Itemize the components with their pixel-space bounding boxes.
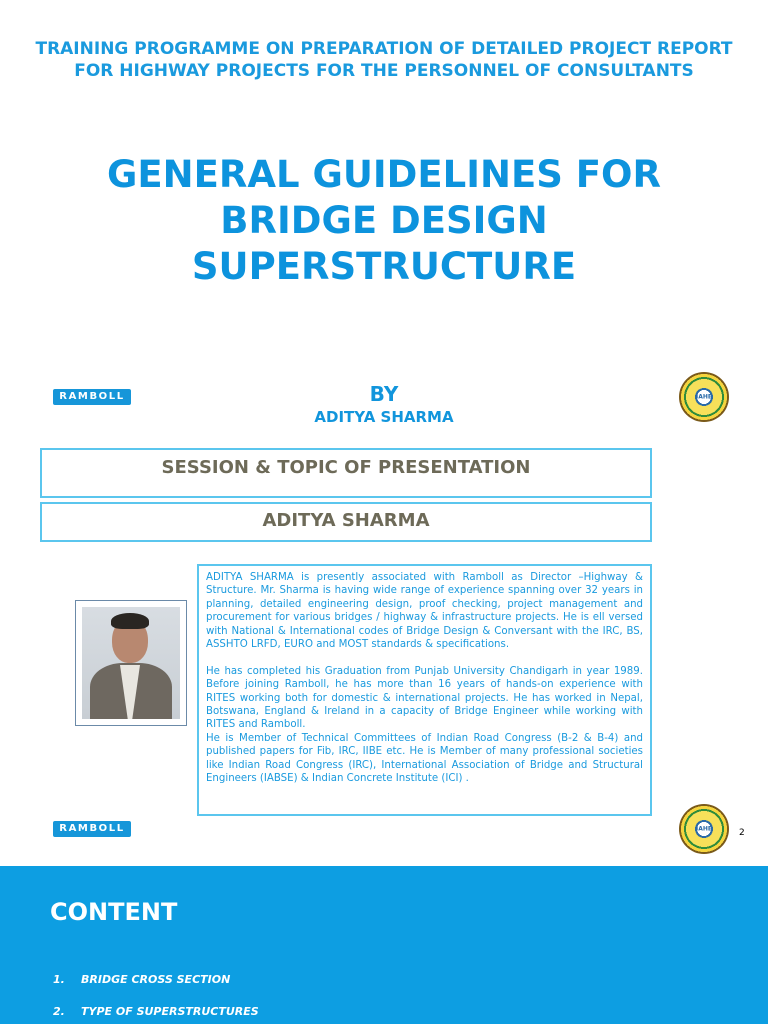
content-band [0,866,768,1024]
session-topic-box: SESSION & TOPIC OF PRESENTATION [40,448,652,498]
by-label: BY [369,382,399,406]
main-title-line: SUPERSTRUCTURE [191,245,577,288]
main-title-line: GENERAL GUIDELINES FOR [107,153,661,196]
content-title: CONTENT [50,898,178,926]
portrait-image [82,607,180,719]
main-title-line: BRIDGE DESIGN [220,199,548,242]
content-item [53,1005,259,1018]
content-item-label: BRIDGE CROSS SECTION [81,973,231,986]
bio-paragraph: He is Member of Technical Committees of Indian Road Congress (B-2 & B-4) and published papers for Fib, IRC, IIBE etc. He is Member of many professional societies like Indian Road Congress (IRC), International Association of Bridge and Structural Engineers (IABSE) & Indian Concrete Institute (ICI) . [206,732,643,785]
seal-text: IAHE [696,825,712,833]
programme-title: TRAINING PROGRAMME ON PREPARATION OF DETAILED PROJECT REPORT FOR HIGHWAY PROJECTS FOR THE PERSONNEL OF CONSULTANTS [35,39,733,81]
iahe-seal-icon [679,372,729,422]
main-title [20,152,748,290]
content-item-label: TYPE OF SUPERSTRUCTURES [81,1005,259,1018]
presenter-name-box: ADITYA SHARMA [40,502,652,542]
presenter-photo [75,600,187,726]
bio-paragraph: ADITYA SHARMA is presently associated with Ramboll as Director –Highway & Structure. Mr. Sharma is having wide range of experience spanning over 32 years in planning, detailed engineering design, proof checking, project management and procurement for various bridges / highway & infrastructure projects. He is ell versed with National & International codes of Bridge Design & Conversant with the IRC, BS, ASSHTO LRFD, EURO and MOST standards & specifications. [206,572,643,651]
iahe-seal-icon [679,804,729,854]
bio-paragraph: He has completed his Graduation from Punjab University Chandigarh in year 1989. Before joining Ramboll, he has more than 16 years of hands-on experience with RITES working both for domestic & international projects. He has worked in Nepal, Botswana, England & Ireland in a capacity of Bridge Engineer while working with RITES and Ramboll. [206,665,643,731]
content-item-number: 2. [53,1005,65,1018]
bio-box [197,564,652,816]
ramboll-logo: RAMBOLL [53,389,131,405]
portrait-hair [111,613,149,629]
presenter-name: ADITYA SHARMA [314,408,454,426]
page-number: 2 [739,828,745,838]
content-item [53,973,230,986]
content-item-number: 1. [53,973,65,986]
ramboll-logo: RAMBOLL [53,821,131,837]
seal-text: IAHE [696,393,712,401]
